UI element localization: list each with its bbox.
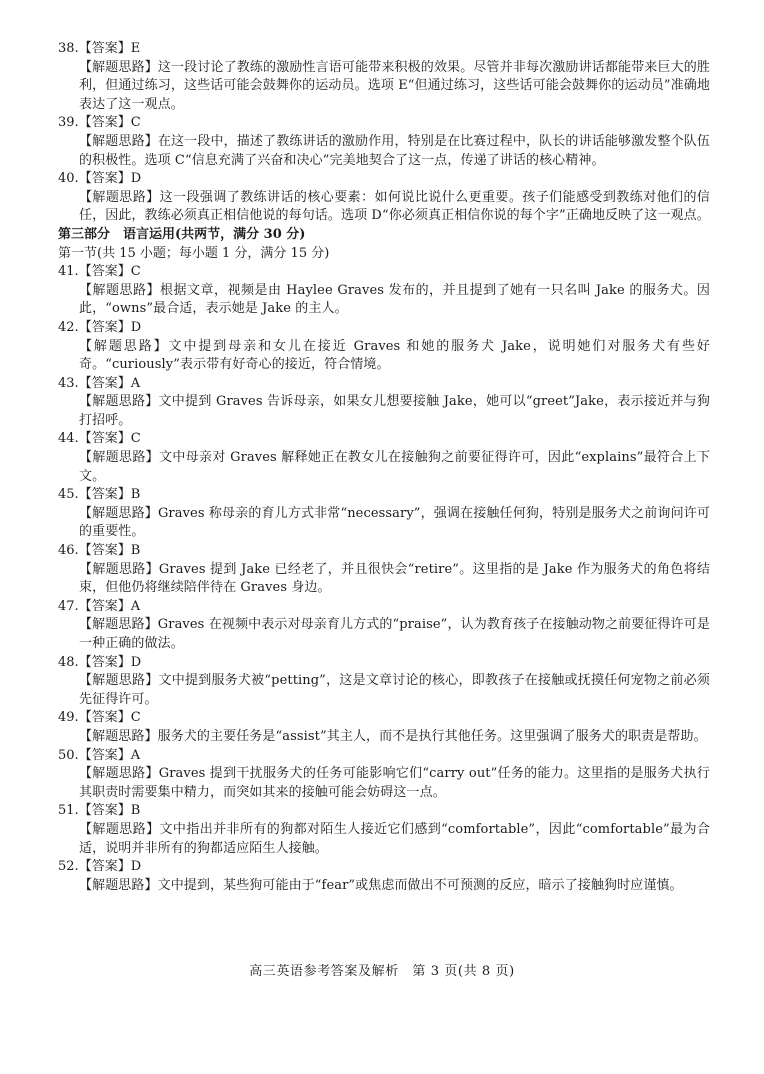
answer-line [58, 598, 710, 617]
answer-item [58, 263, 710, 319]
answer-line [58, 170, 710, 189]
answer-key-content [58, 40, 710, 895]
answer-label: 【答案】C [78, 115, 141, 131]
explanation-text: 【解题思路】服务犬的主要任务是“assist”其主人，而不是执行其他任务。这里强调了服务犬的职责是帮助。 [79, 728, 707, 744]
answer-label: 【答案】B [78, 803, 141, 819]
answer-item [58, 709, 710, 746]
answer-item [58, 858, 710, 895]
question-number: 46. [58, 543, 79, 559]
answer-item [58, 319, 710, 375]
explanation-text: 【解题思路】Graves 称母亲的育儿方式非常“necessary”，强调在接触任何狗，特别是服务犬之前询问许可的重要性。 [79, 505, 710, 540]
answer-item [58, 375, 710, 431]
answer-line [58, 709, 710, 728]
answer-item [58, 747, 710, 803]
question-number: 50. [58, 747, 79, 763]
question-number: 39. [58, 115, 79, 131]
answer-label: 【答案】C [78, 431, 141, 447]
explanation-text: 【解题思路】文中提到服务犬被“petting”，这是文章讨论的核心，即教孩子在接触或抚摸任何宠物之前必须先征得许可。 [79, 673, 710, 707]
question-number: 47. [58, 598, 79, 614]
answer-line [58, 747, 710, 766]
section-title: 第一节(共 15 小题；每小题 1 分，满分 15 分) [58, 245, 330, 261]
explanation-text: 【解题思路】文中提到，某些狗可能由于“fear”或焦虑而做出不可预测的反应，暗示了接触狗时应谨慎。 [79, 877, 683, 893]
explanation-text: 【解题思路】文中提到 Graves 告诉母亲，如果女儿想要接触 Jake，她可以“greet”Jake，表示接近并与狗打招呼。 [79, 394, 710, 428]
answer-line [58, 802, 710, 821]
answer-label: 【答案】B [78, 543, 141, 559]
question-number: 48. [58, 654, 79, 670]
answer-items-group-2 [58, 263, 710, 895]
answer-item [58, 654, 710, 710]
explanation-text: 【解题思路】文中指出并非所有的狗都对陌生人接近它们感到“comfortable”，因此“comfortable”最为合适，说明并非所有的狗都适应陌生人接触。 [79, 821, 710, 856]
answer-item [58, 802, 710, 858]
answer-line [58, 858, 710, 877]
answer-item [58, 542, 710, 598]
answer-label: 【答案】E [78, 41, 141, 56]
question-number: 43. [58, 375, 79, 391]
explanation-text: 【解题思路】文中母亲对 Graves 解释她正在教女儿在接触狗之前要征得许可，因此“explains”最符合上下文。 [79, 450, 710, 484]
answer-label: 【答案】D [78, 319, 142, 335]
answer-item [58, 430, 710, 486]
answer-label: 【答案】C [78, 710, 141, 726]
answer-line [58, 375, 710, 394]
answer-label: 【答案】D [78, 859, 142, 875]
answer-line [58, 654, 710, 673]
answer-item [58, 114, 710, 170]
page-footer: 高三英语参考答案及解析 第 3 页(共 8 页) [249, 964, 515, 979]
question-number: 38. [58, 41, 79, 56]
explanation-text: 【解题思路】Graves 提到 Jake 已经老了，并且很快会“retire”。这里指的是 Jake 作为服务犬的角色将结束，但他仍将继续陪伴待在 Graves 身边。 [79, 561, 710, 596]
explanation-text: 【解题思路】Graves 在视频中表示对母亲育儿方式的“praise”，认为教育孩子在接触动物之前要征得许可是一种正确的做法。 [79, 617, 710, 651]
explanation-text: 【解题思路】根据文章，视频是由 Haylee Graves 发布的，并且提到了她有一只名叫 Jake 的服务犬。因此，“owns”最合适，表示她是 Jake 的主人。 [79, 282, 710, 317]
answer-line [58, 542, 710, 561]
question-number: 52. [58, 859, 79, 875]
question-number: 41. [58, 264, 79, 280]
answer-line [58, 430, 710, 449]
answer-line [58, 114, 710, 133]
question-number: 51. [58, 803, 79, 819]
question-number: 42. [58, 319, 79, 335]
part-title: 第三部分 语言运用(共两节，满分 30 分) [58, 226, 306, 242]
answer-line [58, 319, 710, 338]
answer-line [58, 40, 710, 59]
answer-item [58, 598, 710, 654]
question-number: 49. [58, 710, 79, 726]
explanation-text: 【解题思路】这一段讨论了教练的激励性言语可能带来积极的效果。尽管并非每次激励讲话都能带来巨大的胜利，但通过练习，这些话可能会鼓舞你的运动员。选项 E“但通过练习，这些话可能会鼓舞你的运动员”准确地表达了这一观点。 [79, 59, 710, 112]
question-number: 40. [58, 171, 79, 187]
answer-label: 【答案】B [78, 487, 141, 503]
answer-line [58, 486, 710, 505]
answer-line [58, 263, 710, 282]
answer-item [58, 486, 710, 542]
answer-label: 【答案】D [78, 654, 142, 670]
explanation-text: 【解题思路】在这一段中，描述了教练讲话的激励作用，特别是在比赛过程中，队长的讲话能够激发整个队伍的积极性。选项 C“信息充满了兴奋和决心”完美地契合了这一点，传递了讲话的核心精神。 [79, 133, 710, 168]
answer-items-group-1 [58, 40, 710, 226]
explanation-text: 【解题思路】文中提到母亲和女儿在接近 Graves 和她的服务犬 Jake，说明她们对服务犬有些好奇。“curiously”表示带有好奇心的接近，符合情境。 [79, 338, 710, 373]
answer-label: 【答案】A [78, 747, 141, 763]
question-number: 45. [58, 487, 79, 503]
answer-item [58, 170, 710, 226]
explanation-text: 【解题思路】Graves 提到干扰服务犬的任务可能影响它们“carry out”任务的能力。这里指的是服务犬执行其职责时需要集中精力，而突如其来的接触可能会妨碍这一点。 [79, 766, 710, 800]
answer-label: 【答案】D [78, 171, 142, 187]
question-number: 44. [58, 431, 79, 447]
answer-item [58, 40, 710, 114]
answer-label: 【答案】A [78, 598, 141, 614]
explanation-text: 【解题思路】这一段强调了教练讲话的核心要素：如何说比说什么更重要。孩子们能感受到教练对他们的信任，因此，教练必须真正相信他说的每句话。选项 D“你必须真正相信你说的每个字”正确地反映了这一观点。 [79, 189, 710, 224]
answer-label: 【答案】C [78, 264, 141, 280]
answer-label: 【答案】A [78, 375, 141, 391]
